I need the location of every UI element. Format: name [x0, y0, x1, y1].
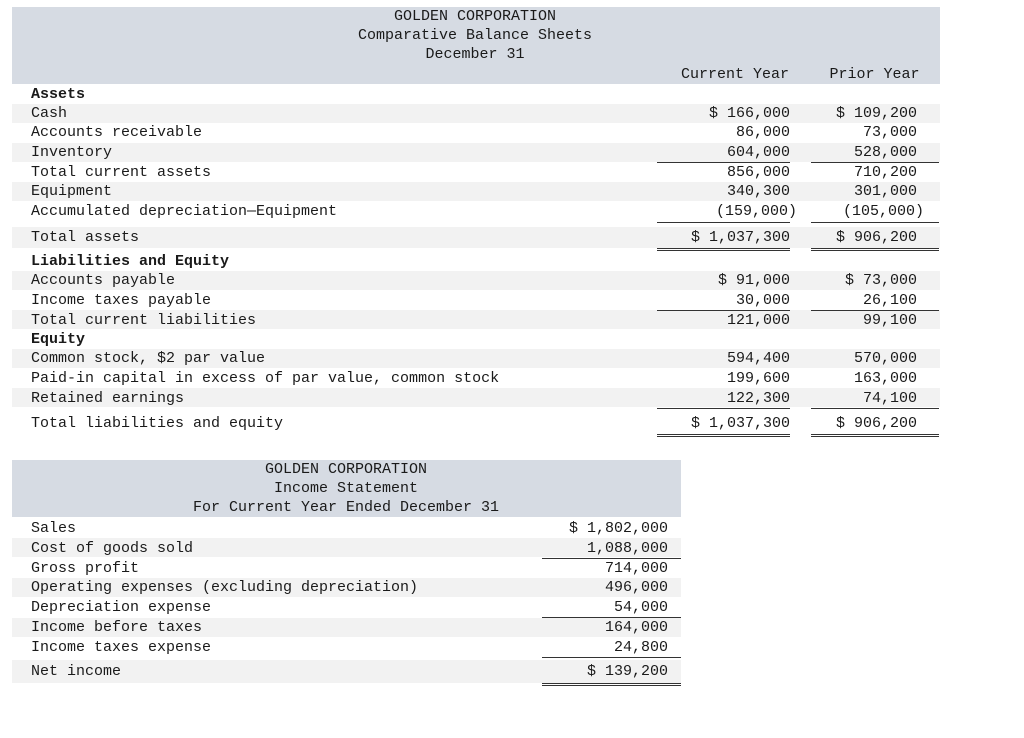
rule-line: [657, 434, 790, 437]
row-value: $ 1,802,000: [568, 520, 668, 537]
rule-line: [811, 222, 939, 223]
row-label: Sales: [31, 520, 77, 537]
row-label: Cash: [31, 105, 68, 122]
row-retained-earnings: [0, 389, 940, 408]
row-total-current-liabilities: [0, 311, 940, 330]
rule-line: [657, 408, 790, 409]
row-value: $ 906,200: [835, 415, 917, 432]
row-accounts-payable: [0, 271, 940, 290]
row-value: 301,000: [853, 183, 917, 200]
row-value: (159,000): [715, 203, 797, 220]
row-value: 340,300: [726, 183, 790, 200]
row-total-assets: [0, 228, 940, 247]
is-row-net-income: [0, 662, 690, 681]
row-value: (105,000): [842, 203, 924, 220]
row-label: Depreciation expense: [31, 599, 212, 616]
is-row-gross-profit: [0, 559, 690, 578]
row-label: Cost of goods sold: [31, 540, 194, 557]
row-equipment: [0, 182, 940, 201]
row-value: 99,100: [862, 312, 917, 329]
row-label: Total current liabilities: [31, 312, 257, 329]
assets-heading: [0, 85, 940, 104]
row-value: 164,000: [604, 619, 668, 636]
row-total-current-assets: [0, 163, 940, 182]
row-value: $ 1,037,300: [690, 415, 790, 432]
row-income-taxes-payable: [0, 291, 940, 310]
rule-line: [811, 408, 939, 409]
row-cash: [0, 104, 940, 123]
row-value: 496,000: [604, 579, 668, 596]
row-value: $ 906,200: [835, 229, 917, 246]
row-label: Retained earnings: [31, 390, 185, 407]
row-label: Net income: [31, 663, 122, 680]
row-value: 30,000: [735, 292, 790, 309]
row-value: 74,100: [862, 390, 917, 407]
row-label: Common stock, $2 par value: [31, 350, 266, 367]
rule-line: [811, 434, 939, 437]
income-statement-period: For Current Year Ended December 31: [192, 499, 500, 516]
equity-heading: [0, 330, 940, 349]
row-value: 199,600: [726, 370, 790, 387]
row-value: 710,200: [853, 164, 917, 181]
row-value: 594,400: [726, 350, 790, 367]
income-statement-title: Income Statement: [273, 480, 419, 497]
is-row-depreciation: [0, 598, 690, 617]
row-paid-in-capital: [0, 369, 940, 388]
row-value: $ 139,200: [586, 663, 668, 680]
row-label: Total current assets: [31, 164, 212, 181]
row-label: Total liabilities and equity: [31, 415, 284, 432]
row-value: 570,000: [853, 350, 917, 367]
row-value: 1,088,000: [586, 540, 668, 557]
row-label: Accounts payable: [31, 272, 176, 289]
row-label: Operating expenses (excluding depreciation): [31, 579, 419, 596]
is-row-cogs: [0, 539, 690, 558]
row-label: Income taxes expense: [31, 639, 212, 656]
rule-line: [542, 657, 681, 658]
rule-line: [811, 248, 939, 251]
is-row-income-taxes: [0, 638, 690, 657]
row-value: 86,000: [735, 124, 790, 141]
row-value: 121,000: [726, 312, 790, 329]
row-value: 54,000: [613, 599, 668, 616]
row-value: $ 73,000: [844, 272, 917, 289]
row-value: 856,000: [726, 164, 790, 181]
row-value: $ 1,037,300: [690, 229, 790, 246]
balance-sheet-date: December 31: [425, 46, 525, 63]
row-label: Total assets: [31, 229, 140, 246]
balance-sheet-company-title: GOLDEN CORPORATION: [393, 8, 557, 25]
row-accounts-receivable: [0, 123, 940, 142]
row-value: 528,000: [853, 144, 917, 161]
row-label: Equity: [31, 331, 86, 348]
col-header-prior-year: Prior Year: [829, 66, 920, 83]
liabilities-equity-heading: [0, 252, 940, 271]
row-value: 604,000: [726, 144, 790, 161]
rule-line: [657, 248, 790, 251]
row-accumulated-depreciation: [0, 202, 940, 221]
rule-line: [542, 683, 681, 686]
row-label: Accounts receivable: [31, 124, 203, 141]
row-label: Gross profit: [31, 560, 140, 577]
rule-line: [657, 222, 790, 223]
row-value: 714,000: [604, 560, 668, 577]
value-prior: $ 109,200: [835, 105, 917, 122]
row-label: Equipment: [31, 183, 113, 200]
row-label: Paid-in capital in excess of par value, common stock: [31, 370, 500, 387]
row-label: Assets: [31, 86, 86, 103]
is-row-operating-expenses: [0, 578, 690, 597]
row-value: 73,000: [862, 124, 917, 141]
row-label: Income taxes payable: [31, 292, 212, 309]
row-label: Income before taxes: [31, 619, 203, 636]
row-inventory: [0, 143, 940, 162]
row-total-liabilities-equity: [0, 414, 940, 433]
is-row-income-before-taxes: [0, 618, 690, 637]
col-header-current-year: Current Year: [680, 66, 790, 83]
row-label: Accumulated depreciation—Equipment: [31, 203, 338, 220]
row-value: 163,000: [853, 370, 917, 387]
row-label: Liabilities and Equity: [31, 253, 230, 270]
row-value: 122,300: [726, 390, 790, 407]
row-value: $ 91,000: [717, 272, 790, 289]
value-current: $ 166,000: [708, 105, 790, 122]
row-label: Inventory: [31, 144, 113, 161]
row-value: 24,800: [613, 639, 668, 656]
row-value: 26,100: [862, 292, 917, 309]
balance-sheet-title: Comparative Balance Sheets: [357, 27, 593, 44]
row-common-stock: [0, 349, 940, 368]
income-statement-company: GOLDEN CORPORATION: [264, 461, 428, 478]
is-row-sales: [0, 519, 690, 538]
